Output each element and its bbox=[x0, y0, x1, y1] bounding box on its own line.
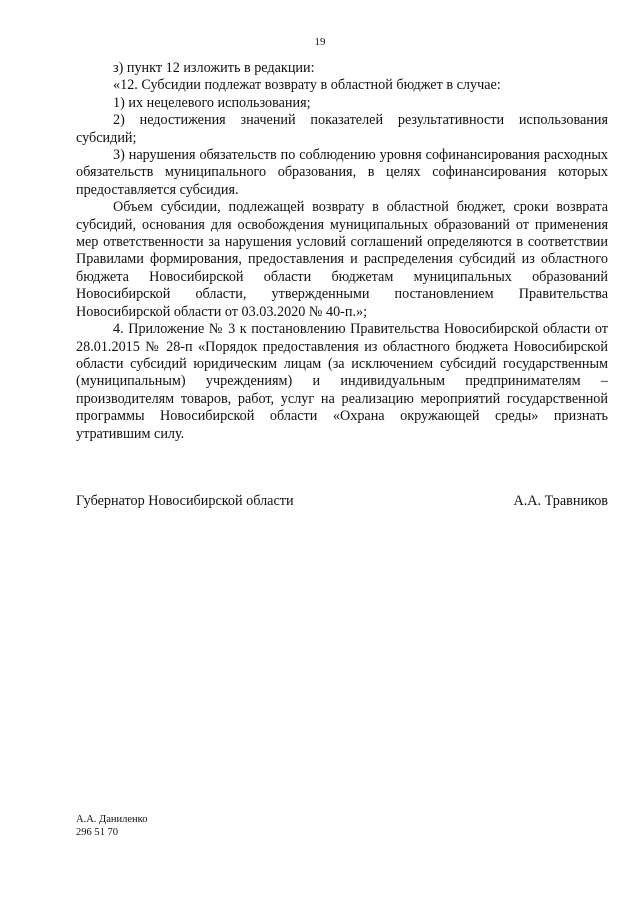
paragraph-case-1: 1) их нецелевого использования; bbox=[113, 94, 311, 111]
executor-name: А.А. Даниленко bbox=[76, 814, 148, 825]
signatory-name: А.А. Травников bbox=[513, 493, 608, 509]
paragraph-refund-volume: Объем субсидии, подлежащей возврату в областной бюджет, сроки возврата субсидий, основания для освобождения муниципальных образований от применения мер ответственности за нарушения условий соглашений определяются в соответствии Правилами формирования, предоставления и распределения субсидий из областного бюджета Новосибирской области бюджетам муниципальных образований Новосибирской области, утвержденными постановлением Правительства Новосибирской области от 03.03.2020 № 40-п.»; bbox=[76, 199, 608, 320]
signatory-position: Губернатор Новосибирской области bbox=[76, 493, 294, 509]
document-body bbox=[76, 60, 608, 443]
executor-block bbox=[76, 813, 147, 839]
paragraph-item-4: 4. Приложение № 3 к постановлению Правительства Новосибирской области от 28.01.2015 № 28-п «Порядок предоставления из областного бюджета Новосибирской области субсидий юридическим лицам (за исключением субсидий государственным (муниципальным) учреждениям) и индивидуальным предпринимателям – производителям товаров, работ, услуг на реализацию мероприятий государственной программы Новосибирской области «Охрана окружающей среды» признать утратившим силу. bbox=[76, 321, 608, 442]
paragraph-case-3: 3) нарушения обязательств по соблюдению уровня софинансирования расходных обязательств муниципального образования, в целях софинансирования которых предоставляется субсидия. bbox=[76, 147, 608, 198]
page-number: 19 bbox=[314, 36, 326, 48]
executor-phone: 296 51 70 bbox=[76, 827, 118, 838]
paragraph-case-2: 2) недостижения значений показателей результативности использования субсидий; bbox=[76, 112, 608, 146]
paragraph-clause-12-heading: «12. Субсидии подлежат возврату в областной бюджет в случае: bbox=[113, 77, 501, 94]
paragraph-item-z: з) пункт 12 изложить в редакции: bbox=[113, 60, 315, 76]
signature-block bbox=[76, 493, 608, 510]
